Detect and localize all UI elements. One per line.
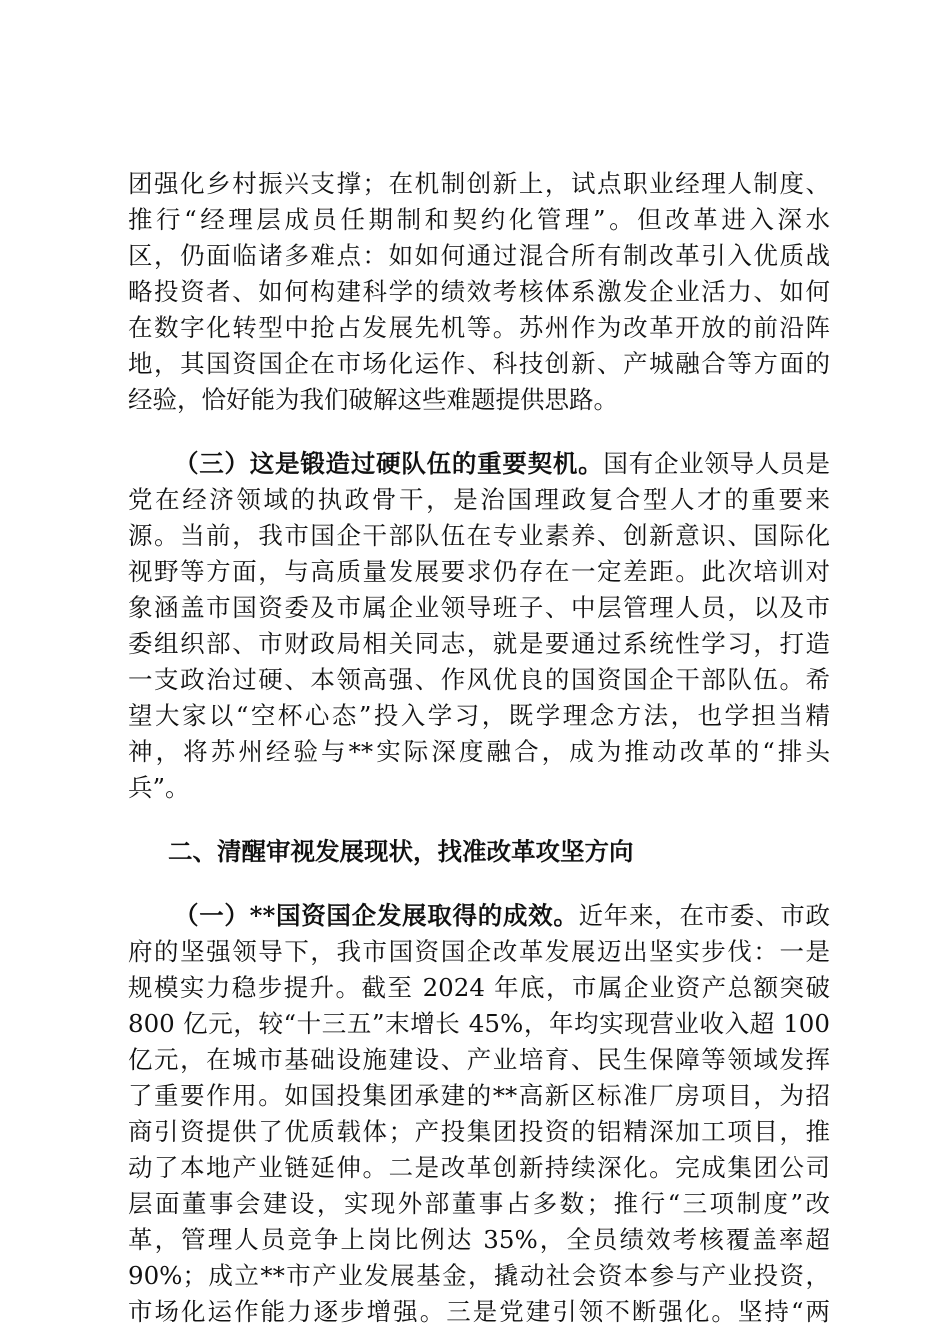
paragraph-lead-text: 近年来，在市委、市政 xyxy=(578,901,831,930)
paragraph-lead-title: （三）这是锻造过硬队伍的重要契机。 xyxy=(174,449,604,478)
text-line: 地，其国资国企在市场化运作、科技创新、产城融合等方面的 xyxy=(128,349,830,378)
text-line: 商引资提供了优质载体；产投集团投资的铝精深加工项目，推 xyxy=(128,1117,830,1146)
text-line: 800 亿元，较“十三五”末增长 45%，年均实现营业收入超 100 xyxy=(128,1009,830,1038)
paragraph-lead-line xyxy=(128,446,830,482)
paragraph-lead-text: 国有企业领导人员是 xyxy=(603,449,831,478)
text-line: 推行“经理层成员任期制和契约化管理”。但改革进入深水 xyxy=(128,205,830,234)
text-line: 府的坚强领导下，我市国资国企改革发展迈出坚实步伐：一是 xyxy=(128,937,830,966)
text-line: 团强化乡村振兴支撑；在机制创新上，试点职业经理人制度、 xyxy=(128,169,830,198)
text-line: 党在经济领域的执政骨干，是治国理政复合型人才的重要来 xyxy=(128,485,830,514)
paragraph-lead-title: （一）**国资国企发展取得的成效。 xyxy=(174,901,579,930)
text-line: 一支政治过硬、本领高强、作风优良的国资国企干部队伍。希 xyxy=(128,665,830,694)
text-line: 在数字化转型中抢占发展先机等。苏州作为改革开放的前沿阵 xyxy=(128,313,830,342)
text-line: 神，将苏州经验与**实际深度融合，成为推动改革的“排头 xyxy=(128,737,830,766)
text-line: 兵”。 xyxy=(128,773,190,802)
text-line: 规模实力稳步提升。截至 2024 年底，市属企业资产总额突破 xyxy=(128,973,830,1002)
section-heading: 二、清醒审视发展现状，找准改革攻坚方向 xyxy=(168,837,634,866)
text-line: 了重要作用。如国投集团承建的**高新区标准厂房项目，为招 xyxy=(128,1081,830,1110)
text-line: 望大家以“空杯心态”投入学习，既学理念方法，也学担当精 xyxy=(128,701,830,730)
text-line: 90%；成立**市产业发展基金，撬动社会资本参与产业投资， xyxy=(128,1261,830,1290)
text-line: 视野等方面，与高质量发展要求仍存在一定差距。此次培训对 xyxy=(128,557,830,586)
text-line: 革，管理人员竞争上岗比例达 35%，全员绩效考核覆盖率超 xyxy=(128,1225,830,1254)
text-line: 源。当前，我市国企干部队伍在专业素养、创新意识、国际化 xyxy=(128,521,830,550)
paragraph-lead-line xyxy=(128,898,830,934)
text-line: 层面董事会建设，实现外部董事占多数；推行“三项制度”改 xyxy=(128,1189,830,1218)
text-line: 略投资者、如何构建科学的绩效考核体系激发企业活力、如何 xyxy=(128,277,830,306)
text-line: 亿元，在城市基础设施建设、产业培育、民生保障等领域发挥 xyxy=(128,1045,830,1074)
text-line: 委组织部、市财政局相关同志，就是要通过系统性学习，打造 xyxy=(128,629,830,658)
text-line: 象涵盖市国资委及市属企业领导班子、中层管理人员，以及市 xyxy=(128,593,830,622)
text-line: 区，仍面临诸多难点：如如何通过混合所有制改革引入优质战 xyxy=(128,241,830,270)
text-line: 动了本地产业链延伸。二是改革创新持续深化。完成集团公司 xyxy=(128,1153,830,1182)
text-line: 经验，恰好能为我们破解这些难题提供思路。 xyxy=(128,385,618,414)
text-line: 市场化运作能力逐步增强。三是党建引领不断强化。坚持“两 xyxy=(128,1297,830,1326)
